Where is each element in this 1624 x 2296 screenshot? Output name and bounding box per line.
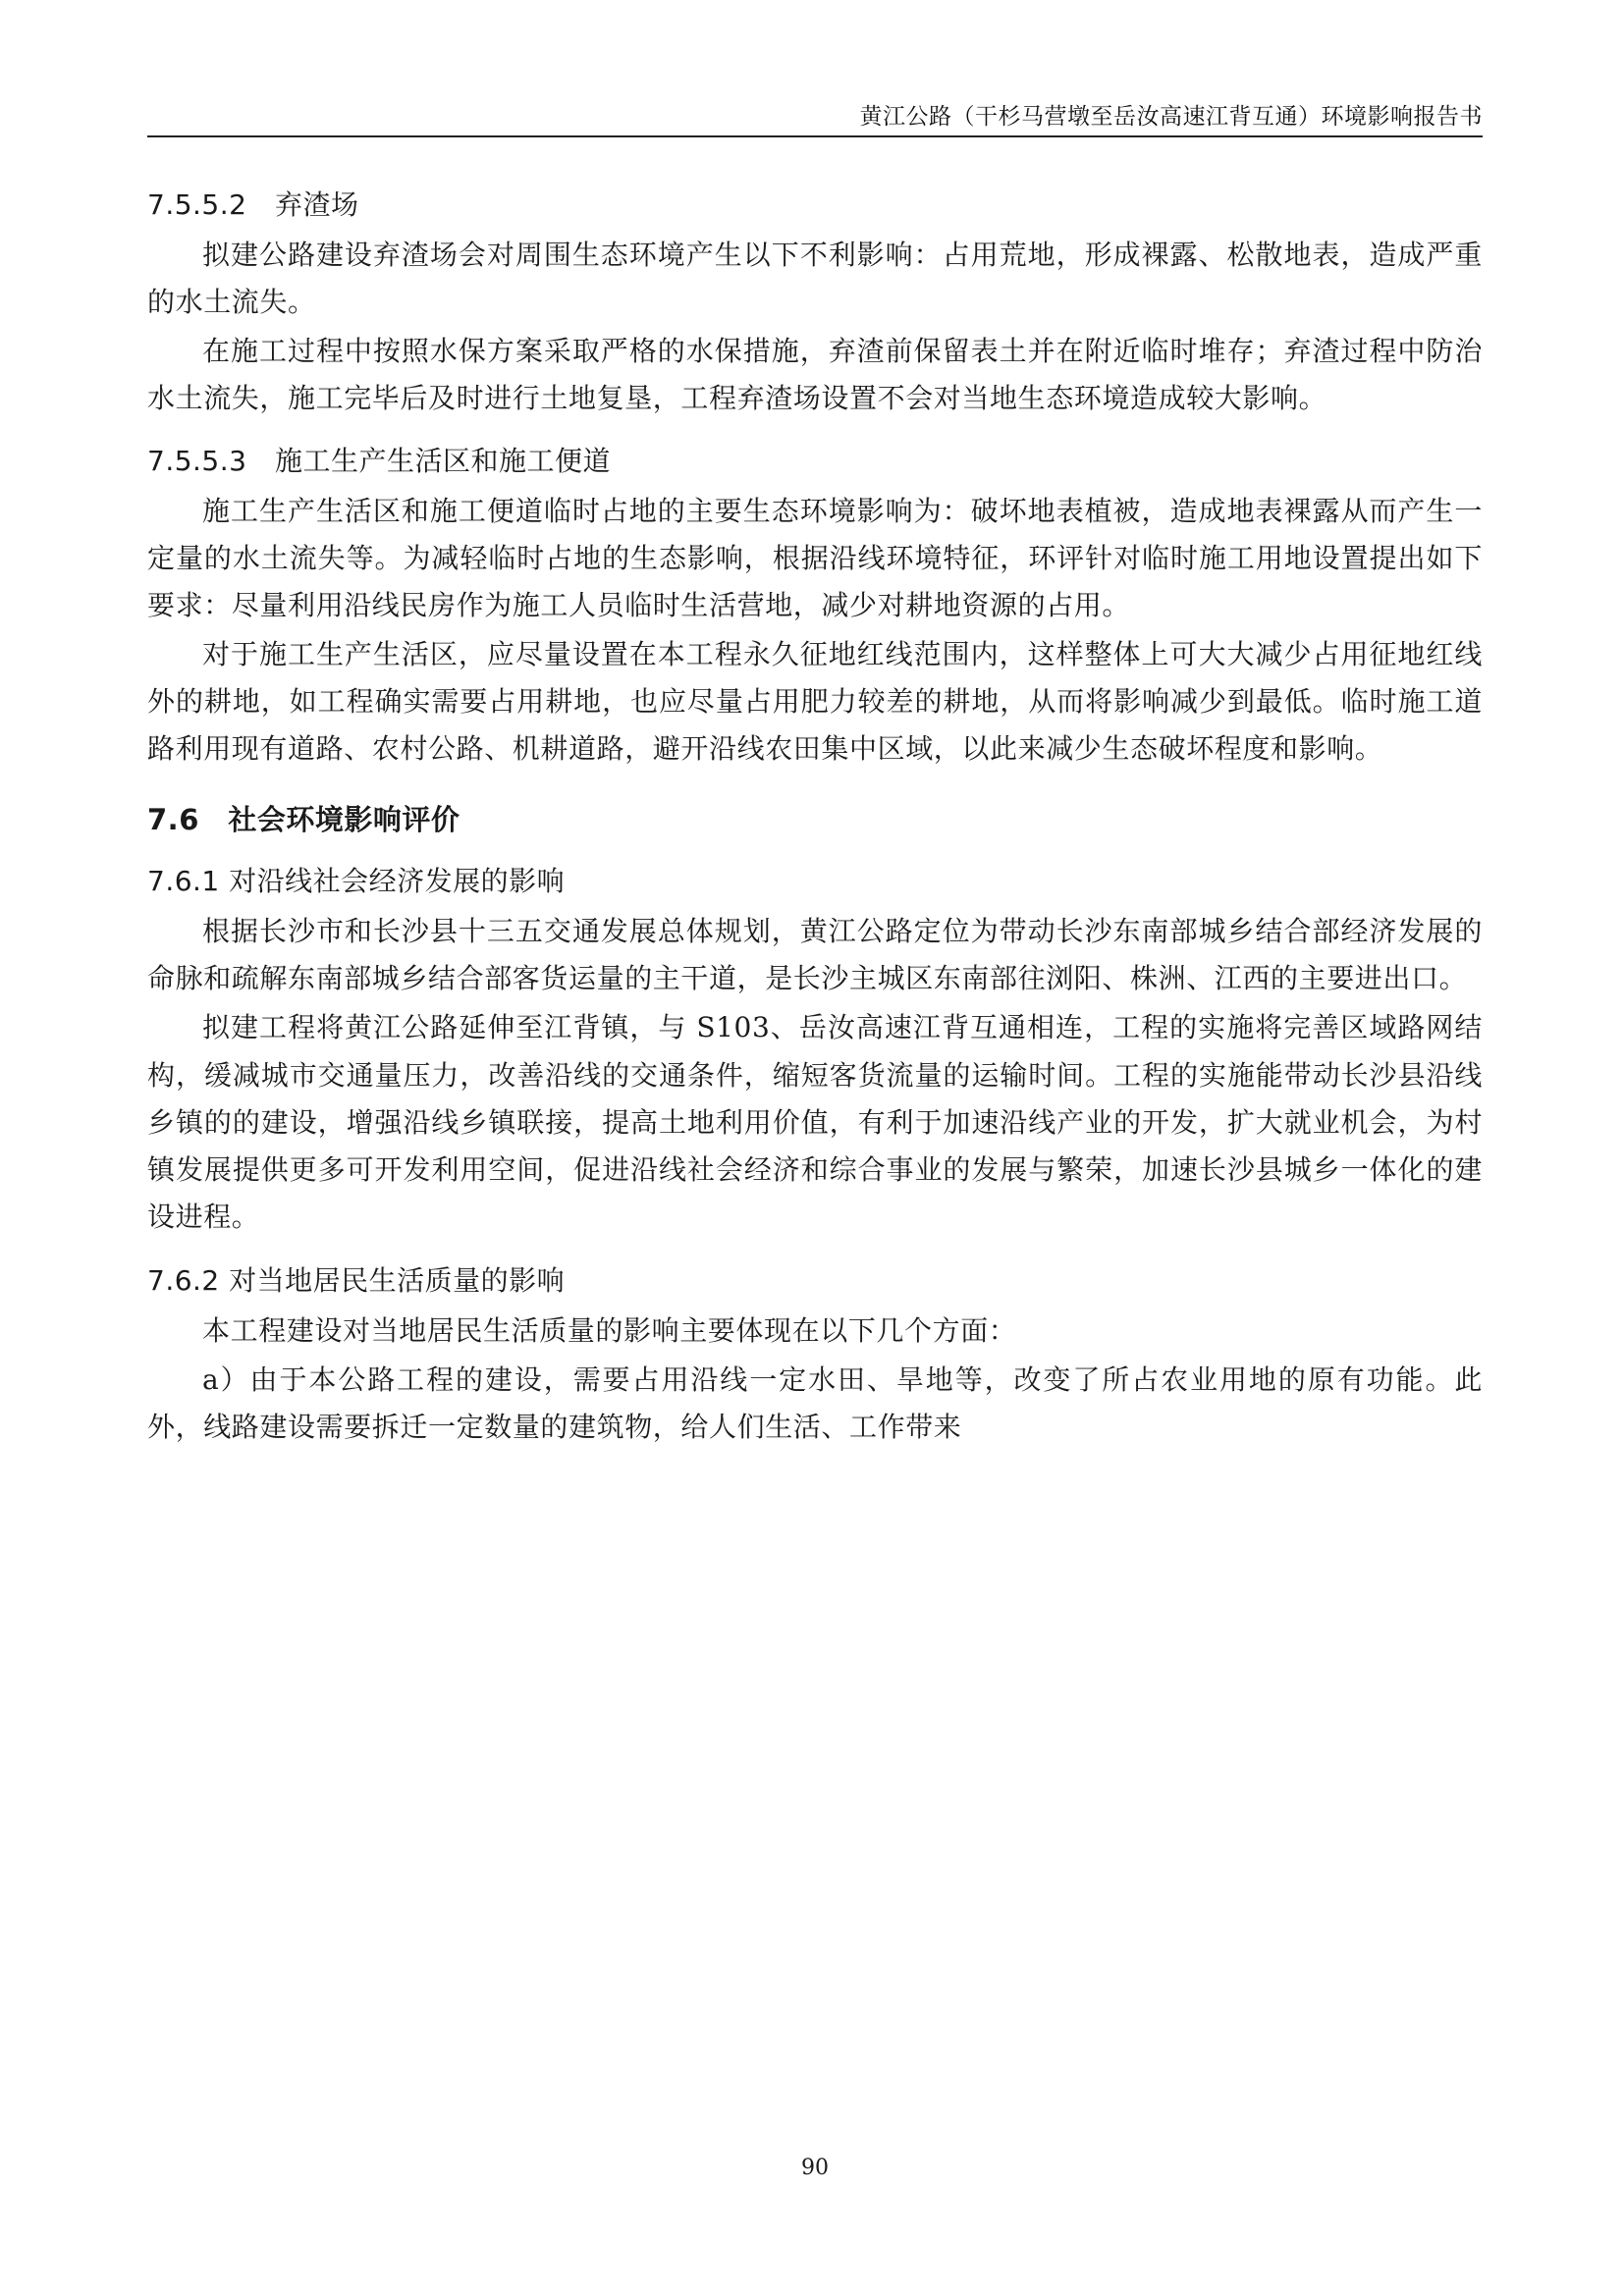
paragraph-spoil-ground-measures: 在施工过程中按照水保方案采取严格的水保措施，弃渣前保留表土并在附近临时堆存；弃渣过程中防治水土流失，施工完毕后及时进行土地复垦，工程弃渣场设置不会对当地生态环境造成较大影响。 — [147, 335, 1483, 415]
page-content — [147, 0, 1483, 2296]
paragraph-living-quality-intro: 本工程建设对当地居民生活质量的影响主要体现在以下几个方面： — [202, 1314, 1017, 1348]
heading-7-5-5-2: 7.5.5.2 弃渣场 — [147, 188, 359, 221]
paragraph-road-network-benefits: 拟建工程将黄江公路延伸至江背镇，与 S103、岳汝高速江背互通相连，工程的实施将完善区域路网结构，缓减城市交通量压力，改善沿线的交通条件，缩短客货流量的运输时间。工程的实施能带动长沙县沿线乡镇的的建设，增强沿线乡镇联接，提高土地利用价值，有利于加速沿线产业的开发，扩大就业机会，为村镇发展提供更多可开发利用空间，促进沿线社会经济和综合事业的发展与繁荣，加速长沙县城乡一体化的建设进程。 — [147, 1011, 1483, 1233]
heading-7-6-2: 7.6.2 对当地居民生活质量的影响 — [147, 1264, 566, 1298]
paragraph-economic-positioning: 根据长沙市和长沙县十三五交通发展总体规划，黄江公路定位为带动长沙东南部城乡结合部经济发展的命脉和疏解东南部城乡结合部客货运量的主干道，是长沙主城区东南部往浏阳、株洲、江西的主要进出口。 — [147, 915, 1483, 995]
heading-7-6-1: 7.6.1 对沿线社会经济发展的影响 — [147, 865, 566, 898]
paragraph-item-a: a）由于本公路工程的建设，需要占用沿线一定水田、旱地等，改变了所占农业用地的原有功能。此外，线路建设需要拆迁一定数量的建筑物，给人们生活、工作带来 — [147, 1363, 1483, 1444]
paragraph-construction-area-impact: 施工生产生活区和施工便道临时占地的主要生态环境影响为：破坏地表植被，造成地表裸露从而产生一定量的水土流失等。为减轻临时占地的生态影响，根据沿线环境特征，环评针对临时施工用地设置提出如下要求：尽量利用沿线民房作为施工人员临时生活营地，减少对耕地资源的占用。 — [147, 494, 1483, 621]
heading-7-5-5-3: 7.5.5.3 施工生产生活区和施工便道 — [147, 444, 611, 477]
heading-7-6: 7.6 社会环境影响评价 — [147, 802, 460, 836]
document-body — [147, 167, 1483, 1454]
header-divider — [147, 135, 1483, 137]
paragraph-spoil-ground-impact: 拟建公路建设弃渣场会对周围生态环境产生以下不利影响：占用荒地，形成裸露、松散地表，造成严重的水土流失。 — [147, 239, 1483, 319]
page-number: 90 — [801, 2156, 829, 2180]
paragraph-construction-area-siting: 对于施工生产生活区，应尽量设置在本工程永久征地红线范围内，这样整体上可大大减少占用征地红线外的耕地，如工程确实需要占用耕地，也应尽量占用肥力较差的耕地，从而将影响减少到最低。临时施工道路利用现有道路、农村公路、机耕道路，避开沿线农田集中区域，以此来减少生态破坏程度和影响。 — [147, 638, 1483, 766]
page-header: 黄江公路（干杉马营墩至岳汝高速江背互通）环境影响报告书 — [859, 104, 1483, 130]
